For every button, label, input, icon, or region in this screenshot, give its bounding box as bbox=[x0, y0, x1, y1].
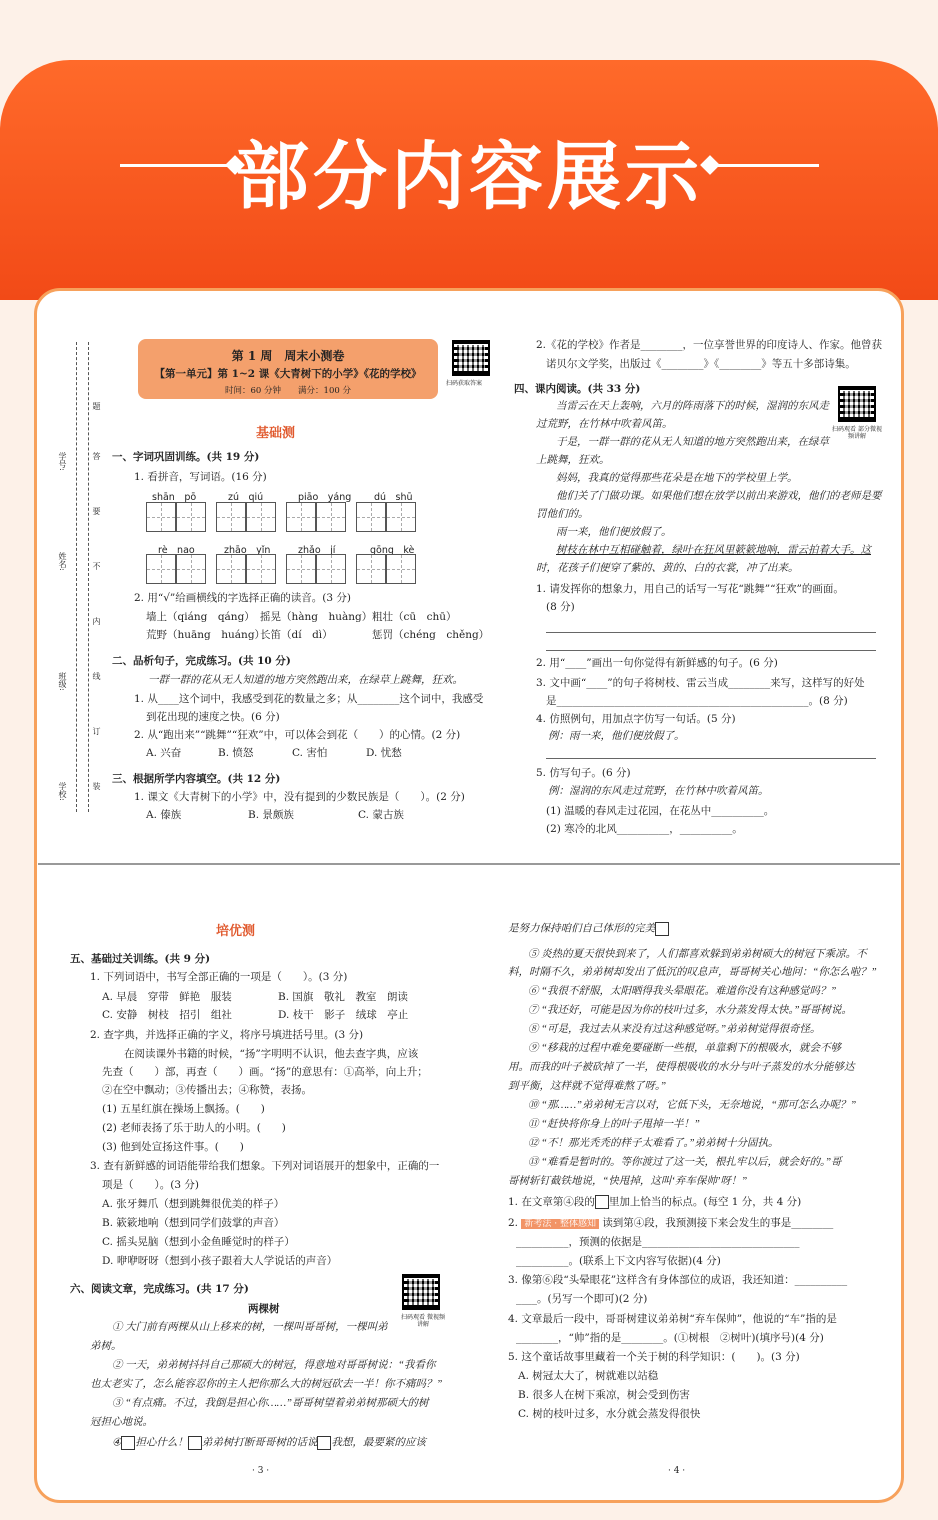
question-4-1: 1. 请发挥你的想象力，用自己的话写一写花“跳舞”“狂欢”的画面。 bbox=[536, 583, 844, 595]
question-4-5: 5. 仿写句子。(6 分) bbox=[536, 767, 631, 779]
exam-time: 时间：60 分钟 满分：100 分 bbox=[225, 386, 351, 396]
question-6-2b: __________，预测的依据是______________________________ bbox=[516, 1236, 800, 1248]
binding-char: 不 bbox=[92, 562, 101, 570]
question-6-2 bbox=[508, 1216, 833, 1231]
story-line: 料，时隔不久，弟弟树却发出了低沉的叹息声，哥哥树关心地问：“你怎么啦？” bbox=[508, 967, 877, 978]
qr-code-icon[interactable] bbox=[452, 340, 490, 376]
passage-line: 上跳舞，狂欢。 bbox=[536, 455, 610, 466]
writing-cell[interactable] bbox=[216, 502, 246, 532]
q3-2-line1: 2.《花的学校》作者是________，一位享誉世界的印度诗人、作家。他曾获 bbox=[536, 339, 883, 351]
binding-line bbox=[88, 342, 89, 812]
choice[interactable]: D. 枝干 影子 绒球 亭止 bbox=[278, 1009, 409, 1021]
choice[interactable]: D. 咿咿呀呀（想到小孩子跟着大人学说话的声音） bbox=[102, 1255, 338, 1267]
reading-option[interactable]: 荒野（huāng huáng） bbox=[146, 629, 266, 641]
qr-code-icon[interactable] bbox=[402, 1274, 440, 1310]
exam-subtitle: 【第一单元】第 1~2 课《大青树下的小学》《花的学校》 bbox=[154, 368, 422, 380]
choice[interactable]: A. 张牙舞爪（想到跳舞很优美的样子） bbox=[102, 1198, 285, 1210]
choice[interactable]: B. 国旗 敬礼 教室 朗读 bbox=[278, 991, 408, 1003]
binding-char: 题 bbox=[92, 402, 101, 410]
story-line: ⑦ “我还好，可能是因为你的枝叶过多，水分蒸发得太快。”哥哥树说。 bbox=[528, 1005, 853, 1016]
question-4-title: 四、课内阅读。(共 33 分) bbox=[514, 383, 641, 395]
answer-line[interactable] bbox=[546, 632, 876, 633]
passage-line: 过荒野，在竹林中吹着风笛。 bbox=[536, 419, 673, 430]
choice[interactable]: A. 傣族 bbox=[146, 809, 182, 821]
binding-name-label: 姓名: bbox=[58, 552, 67, 571]
writing-cell[interactable] bbox=[316, 502, 346, 532]
question-5-3b: 项是（ ）。(3 分) bbox=[102, 1179, 199, 1191]
quoted-sentence: 一群一群的花从无人知道的地方突然跑出来，在绿草上跳舞，狂欢。 bbox=[148, 675, 463, 686]
pinyin: rè nao bbox=[158, 545, 195, 556]
binding-class-label: 班级: bbox=[58, 672, 67, 691]
writing-cell[interactable] bbox=[176, 502, 206, 532]
question-5-2-text: ②在空中飘动；③传播出去；④称赞，表扬。 bbox=[102, 1084, 312, 1096]
passage-line: 他们关了门做功课。如果他们想在放学以前出来游戏，他们的老师是要 bbox=[556, 491, 882, 502]
question-6-5: 5. 这个童话故事里藏着一个关于树的科学知识：( )。(3 分) bbox=[508, 1351, 800, 1363]
story-line: 弟树。 bbox=[90, 1341, 122, 1352]
qr-caption: 扫码观看 部分微视频讲解 bbox=[832, 426, 882, 440]
question-5-2-text: 在阅读课外书籍的时候，“扬”字明明不认识，他去查字典，应该 bbox=[124, 1048, 419, 1060]
question-6-4: 4. 文章最后一段中，哥哥树建议弟弟树“弃车保帅”，他说的“车”指的是 bbox=[508, 1313, 837, 1325]
choice[interactable]: B. 很多人在树下乘凉，树会受到伤害 bbox=[518, 1389, 690, 1401]
writing-cell[interactable] bbox=[286, 554, 316, 584]
writing-cell[interactable] bbox=[286, 502, 316, 532]
passage-line: 妈妈，我真的觉得那些花朵是在地下的学校里上学。 bbox=[556, 473, 798, 484]
box-icon bbox=[595, 1195, 609, 1209]
choice[interactable]: A. 早晨 穿带 鲜艳 服装 bbox=[102, 991, 232, 1003]
reading-option[interactable]: 惩罚（chéng chěng） bbox=[372, 629, 490, 641]
q3-2-line2: 诺贝尔文学奖，出版过《________》《________》等五十多部诗集。 bbox=[546, 358, 856, 370]
story-line: ① 大门前有两棵从山上移来的树，一棵叫哥哥树，一棵叫弟 bbox=[112, 1322, 388, 1333]
passage-line: 时，花孩子们便穿了紫的、黄的、白的衣裳，冲了出来。 bbox=[536, 563, 799, 574]
punctuation-box[interactable] bbox=[655, 922, 669, 936]
question-6-4b: ________，“帅”指的是________。(①树根 ②树叶)(填序号)(4 分) bbox=[516, 1332, 824, 1344]
question-4-3b: 是________________________________________________。(8 分) bbox=[546, 695, 848, 707]
page-number: · 4 · bbox=[668, 1466, 686, 1476]
question-6-2c: __________。(联系上下文内容写依据)(4 分) bbox=[516, 1255, 721, 1267]
question-1-title: 一、字词巩固训练。(共 19 分) bbox=[112, 451, 260, 463]
writing-grid-row bbox=[146, 502, 416, 532]
question-2-1b: 到花出现的速度之快。(6 分) bbox=[146, 711, 280, 723]
writing-cell[interactable] bbox=[386, 502, 416, 532]
binding-char: 订 bbox=[92, 727, 101, 735]
punctuation-box[interactable] bbox=[121, 1436, 135, 1450]
story-line: ⑨ “移栽的过程中难免要碰断一些根，单靠剩下的根吸水，就会不够 bbox=[528, 1043, 841, 1054]
section-advanced-title: 培优测 bbox=[216, 924, 256, 939]
section-basic-title: 基础测 bbox=[256, 426, 296, 441]
pinyin: dú shū bbox=[374, 492, 413, 503]
choice[interactable]: D. 忧愁 bbox=[366, 747, 402, 759]
story-fragment: 我想，最要紧的应该 bbox=[331, 1437, 426, 1449]
story-fragment: ④ bbox=[112, 1437, 122, 1449]
story-line: 哥树斩钉截铁地说，“快甩掉，这叫‘弃车保帅’呀！” bbox=[508, 1176, 748, 1187]
question-3-1: 1. 课文《大青树下的小学》中，没有提到的少数民族是（ ）。(2 分) bbox=[134, 791, 465, 803]
pinyin: piāo yáng bbox=[298, 492, 352, 503]
question-5-2-item: (2) 老师表扬了乐于助人的小明。( ) bbox=[102, 1122, 286, 1134]
question-5-2-item: (3) 他到处宣扬这件事。( ) bbox=[102, 1141, 244, 1153]
choice[interactable]: B. 簌簌地响（想到同学们鼓掌的声音） bbox=[102, 1217, 285, 1229]
choice[interactable]: C. 害怕 bbox=[292, 747, 328, 759]
answer-line[interactable] bbox=[546, 650, 876, 651]
reading-option[interactable]: 摇晃（hàng huàng） bbox=[260, 611, 373, 623]
question-4-3: 3. 文中画“____”的句子将树枝、雷云当成________来写，这样写的好处 bbox=[536, 677, 865, 689]
binding-char: 要 bbox=[92, 507, 101, 515]
writing-cell[interactable] bbox=[386, 554, 416, 584]
binding-char: 内 bbox=[92, 617, 101, 625]
punctuation-box[interactable] bbox=[317, 1436, 331, 1450]
page-divider bbox=[38, 863, 900, 865]
question-3-title: 三、根据所学内容填空。(共 12 分) bbox=[112, 773, 281, 785]
question-6-title: 六、阅读文章，完成练习。(共 17 分) bbox=[70, 1283, 249, 1295]
pinyin: zú qiú bbox=[228, 492, 264, 503]
question-5-3: 3. 查有新鲜感的词语能带给我们想象。下列对词语展开的想象中，正确的一 bbox=[90, 1160, 440, 1172]
story-line bbox=[508, 922, 669, 936]
question-2-2: 2. 从“跑出来”“跳舞”“狂欢”中，可以体会到花（ ）的心情。(2 分) bbox=[134, 729, 461, 741]
question-2-title: 二、品析句子，完成练习。(共 10 分) bbox=[112, 655, 291, 667]
writing-cell[interactable] bbox=[316, 554, 346, 584]
choice[interactable]: C. 树的枝叶过多，水分就会蒸发得很快 bbox=[518, 1408, 701, 1420]
question-5-title: 五、基础过关训练。(共 9 分) bbox=[70, 953, 211, 965]
story-line: 用。而我的叶子被砍掉了一半，使得根吸收的水分与叶子蒸发的水分能够达 bbox=[508, 1062, 855, 1073]
story-line: 也太老实了，怎么能容忍你的主人把你那么大的树冠砍去一半！你不痛吗？” bbox=[90, 1379, 443, 1390]
binding-char: 线 bbox=[92, 672, 101, 680]
passage-line: 罚他们的。 bbox=[536, 509, 589, 520]
question-4-4: 4. 仿照例句，用加点字仿写一句话。(5 分) bbox=[536, 713, 736, 725]
question-2-1: 1. 从____这个词中，我感受到花的数量之多；从________这个词中，我感受 bbox=[134, 693, 484, 705]
binding-school-label: 学校: bbox=[58, 782, 67, 801]
choice[interactable]: A. 兴奋 bbox=[146, 747, 182, 759]
passage-line: 当雷云在天上轰响，六月的阵雨落下的时候，湿润的东风走 bbox=[556, 401, 829, 412]
exam-page-bottom bbox=[38, 866, 900, 1500]
writing-cell[interactable] bbox=[146, 554, 176, 584]
story-line: ⑪ “赶快将你身上的叶子甩掉一半！” bbox=[528, 1119, 700, 1130]
story-line: 到平衡，这样就不觉得难熬了呀。” bbox=[508, 1081, 667, 1092]
story-line: ⑥ “我很不舒服，太阳晒得我头晕眼花。难道你没有这种感觉吗？” bbox=[528, 986, 837, 997]
qr-caption: 扫码获取答案 bbox=[446, 380, 483, 387]
choice[interactable]: C. 摇头晃脑（想到小金鱼睡觉时的样子） bbox=[102, 1236, 295, 1248]
writing-cell[interactable] bbox=[246, 502, 276, 532]
choice[interactable]: B. 愤怒 bbox=[218, 747, 254, 759]
banner-title: 部分内容展示 bbox=[235, 134, 703, 220]
writing-cell[interactable] bbox=[216, 554, 246, 584]
question-4-5-2: (2) 寒冷的北风__________，__________。 bbox=[546, 823, 743, 835]
reading-option[interactable]: 长笛（dí dì） bbox=[260, 629, 333, 641]
answer-line[interactable] bbox=[546, 758, 876, 759]
story-line: ⑬ “难看是暂时的。等你渡过了这一关，根扎牢以后，就会好的。”哥 bbox=[528, 1157, 842, 1168]
story-line: 冠担心地说。 bbox=[90, 1417, 153, 1428]
pinyin: zhāo yǐn bbox=[224, 545, 271, 556]
story-line: ⑩ “那……”弟弟树无言以对，它低下头，无奈地说，“那可怎么办呢？” bbox=[528, 1100, 857, 1111]
question-1-2: 2. 用“√”给画横线的字选择正确的读音。(3 分) bbox=[134, 592, 351, 604]
story-fragment: 是努力保持咱们自己体形的完美 bbox=[508, 923, 655, 935]
writing-cell[interactable] bbox=[356, 502, 386, 532]
binding-number-label: 学号: bbox=[58, 452, 67, 471]
story-line: ② 一天，弟弟树抖抖自己那硕大的树冠，得意地对哥哥树说：“我看你 bbox=[112, 1360, 436, 1371]
question-6-1 bbox=[508, 1195, 801, 1209]
choice[interactable]: A. 树冠太大了，树就难以站稳 bbox=[518, 1370, 659, 1382]
pinyin: shān pō bbox=[152, 492, 197, 503]
question-4-5-example: 例：湿润的东风走过荒野，在竹林中吹着风笛。 bbox=[548, 786, 769, 797]
exam-title: 第 1 周 周末小测卷 bbox=[231, 349, 345, 363]
binding-line bbox=[76, 342, 77, 812]
binding-char: 装 bbox=[92, 782, 101, 790]
question-4-1-score: (8 分) bbox=[546, 601, 575, 613]
story-line bbox=[112, 1436, 426, 1450]
new-method-tag: 新考法 · 整体感知 bbox=[521, 1219, 599, 1229]
punctuation-box[interactable] bbox=[188, 1436, 202, 1450]
passage-line: 雨一来，他们便放假了。 bbox=[556, 527, 672, 538]
story-fragment: 弟弟树打断哥哥树的话说 bbox=[201, 1437, 318, 1449]
question-1-1: 1. 看拼音，写词语。(16 分) bbox=[134, 471, 267, 483]
choice[interactable]: C. 蒙古族 bbox=[358, 809, 404, 821]
page-number: · 3 · bbox=[252, 1466, 270, 1476]
choice[interactable]: B. 景颇族 bbox=[248, 809, 294, 821]
question-fragment: 里加上恰当的标点。(每空 1 分，共 4 分) bbox=[608, 1196, 802, 1208]
binding-char: 答 bbox=[92, 452, 101, 460]
question-fragment: 读到第④段，我预测接下来会发生的事是________ bbox=[602, 1217, 834, 1229]
story-line: ⑤ 炎热的夏天很快到来了，人们都喜欢躲到弟弟树硕大的树冠下乘凉。不 bbox=[528, 949, 867, 960]
choice[interactable]: C. 安静 树枝 招引 组社 bbox=[102, 1009, 232, 1021]
story-line: ⑧ “可是，我过去从来没有过这种感觉呀。”弟弟树觉得很奇怪。 bbox=[528, 1024, 821, 1035]
question-4-5-1: (1) 温暖的春风走过花园，在花丛中__________。 bbox=[546, 805, 775, 817]
reading-option[interactable]: 墙上（qiáng qáng） bbox=[146, 611, 255, 623]
binding-strip bbox=[46, 342, 106, 812]
writing-cell[interactable] bbox=[146, 502, 176, 532]
passage-line: 树枝在林中互相碰触着，绿叶在狂风里簌簌地响，雷云拍着大手。这 bbox=[556, 545, 871, 556]
question-6-3: 3. 像第⑥段“头晕眼花”这样含有身体部位的成语，我还知道：__________ bbox=[508, 1274, 848, 1286]
qr-code-icon[interactable] bbox=[838, 386, 876, 422]
writing-cell[interactable] bbox=[176, 554, 206, 584]
question-fragment: 1. 在文章第④段的 bbox=[508, 1196, 595, 1208]
pinyin: gōng kè bbox=[370, 545, 415, 556]
writing-cell[interactable] bbox=[246, 554, 276, 584]
qr-caption: 扫码观看 微视频讲解 bbox=[401, 1314, 445, 1328]
exam-header bbox=[138, 339, 438, 399]
question-4-4-example: 例：雨一来，他们便放假了。 bbox=[548, 731, 685, 742]
question-number: 2. bbox=[508, 1217, 519, 1229]
reading-option[interactable]: 粗壮（cū chū） bbox=[372, 611, 457, 623]
story-title: 两棵树 bbox=[248, 1303, 280, 1315]
writing-cell[interactable] bbox=[356, 554, 386, 584]
story-fragment: 担心什么！ bbox=[135, 1437, 188, 1449]
writing-grid-row bbox=[146, 554, 416, 584]
question-5-2: 2. 查字典，并选择正确的字义，将序号填进括号里。(3 分) bbox=[90, 1029, 364, 1041]
question-5-2-item: (1) 五星红旗在操场上飘扬。( ) bbox=[102, 1103, 265, 1115]
pinyin: zhǎo jí bbox=[298, 545, 336, 556]
question-6-3b: ____。(另写一个即可)(2 分) bbox=[516, 1293, 648, 1305]
story-line: ③ “有点痛。不过，我倒是担心你……”哥哥树望着弟弟树那硕大的树 bbox=[112, 1398, 429, 1409]
question-4-2: 2. 用“____”画出一句你觉得有新鲜感的句子。(6 分) bbox=[536, 657, 778, 669]
question-5-2-text: 先查（ ）部，再查（ ）画。“扬”的意思有：①高举，向上升； bbox=[102, 1066, 428, 1078]
story-line: ⑫ “不！那光秃秃的样子太难看了。”弟弟树十分固执。 bbox=[528, 1138, 779, 1149]
question-5-1: 1. 下列词语中，书写全部正确的一项是（ ）。(3 分) bbox=[90, 971, 348, 983]
passage-line: 于是，一群一群的花从无人知道的地方突然跑出来，在绿草 bbox=[556, 437, 829, 448]
exam-page-top bbox=[38, 292, 900, 864]
